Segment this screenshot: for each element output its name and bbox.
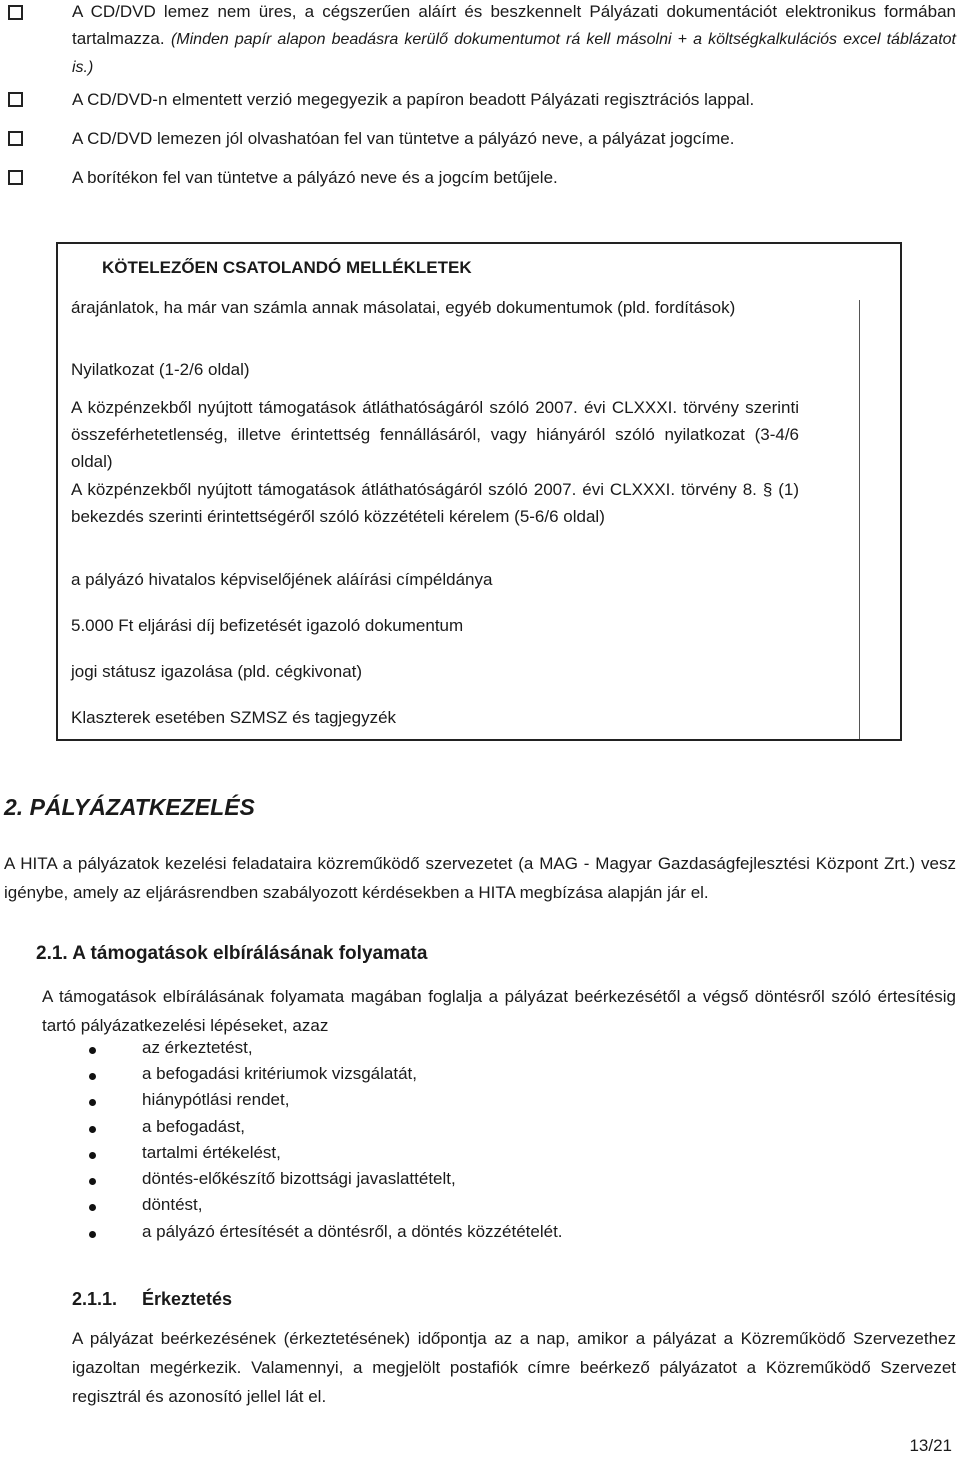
section-intro: A HITA a pályázatok kezelési feladataira közreműködő szervezetet (a MAG - Magyar Gazdaságfejlesztési Központ Zrt.) vesz igénybe, amely az eljárásrendben szabályozott kérdésekben a HITA megbízása alapján jár el.: [4, 854, 956, 902]
attachments-title: KÖTELEZŐEN CSATOLANDÓ MELLÉKLETEK: [102, 258, 472, 277]
list-item: hiánypótlási rendet,: [142, 1090, 290, 1109]
subsubsection-text: A pályázat beérkezésének (érkeztetésének) időpontja az a nap, amikor a pályázat a Közreműködő Szervezethez igazoltan megérkezik. Valamennyi, a megjelölt postafiók címre beérkező pályázatot a Közreműködő Szervezet regisztrál és azonosító jellel lát el.: [72, 1329, 956, 1406]
checkbox-icon: [8, 92, 23, 107]
attachment-item: A közpénzekből nyújtott támogatások átláthatóságáról szóló 2007. évi CLXXXI. törvény 8. § (1) bekezdés szerinti érintettségéről szóló közzétételi kérelem (5-6/6 oldal): [71, 480, 799, 526]
attachment-item: árajánlatok, ha már van számla annak másolatai, egyéb dokumentumok (pld. fordítások): [71, 298, 736, 317]
checklist-item: A CD/DVD-n elmentett verzió megegyezik a papíron beadott Pályázati regisztrációs lappal.: [72, 90, 755, 109]
bullet-icon: [89, 1047, 96, 1054]
list-item: döntés-előkészítő bizottsági javaslattételt,: [142, 1169, 456, 1188]
attachment-item: Nyilatkozat (1-2/6 oldal): [71, 360, 250, 379]
subsection-intro: A támogatások elbírálásának folyamata magában foglalja a pályázat beérkezésétől a végső döntésről szóló értesítésig tartó pályázatkezelési lépéseket, azaz: [42, 987, 956, 1035]
subsubsection-number: 2.1.1.: [72, 1289, 118, 1309]
subsection-heading: 2.1. A támogatások elbírálásának folyamata: [36, 943, 428, 964]
list-item: döntést,: [142, 1195, 203, 1214]
checkbox-icon: [8, 5, 23, 20]
bullet-icon: [89, 1126, 96, 1133]
page-number: 13/21: [909, 1436, 952, 1455]
section-heading: 2. PÁLYÁZATKEZELÉS: [4, 794, 255, 820]
subsubsection-title: Érkeztetés: [142, 1289, 233, 1309]
checklist-item: A CD/DVD lemezen jól olvashatóan fel van tüntetve a pályázó neve, a pályázat jogcíme.: [72, 129, 735, 148]
list-item: tartalmi értékelést,: [142, 1143, 281, 1162]
checkbox-icon: [8, 131, 23, 146]
bullet-icon: [89, 1204, 96, 1211]
checklist-item: A borítékon fel van tüntetve a pályázó neve és a jogcím betűjele.: [72, 168, 558, 187]
bullet-icon: [89, 1152, 96, 1159]
bullet-icon: [89, 1178, 96, 1185]
list-item: a pályázó értesítését a döntésről, a döntés közzétételét.: [142, 1222, 563, 1241]
checklist-item: A CD/DVD lemez nem üres, a cégszerűen aláírt és beszkennelt Pályázati dokumentációt elektronikus formában tartalmazza. (Minden papír alapon beadásra kerülő dokumentumot rá kell másolni + a költségkalkulációs excel táblázatot is.): [72, 2, 956, 76]
checkbox-icon: [8, 170, 23, 185]
column-divider: [859, 300, 860, 739]
bullet-icon: [89, 1099, 96, 1106]
bullet-icon: [89, 1231, 96, 1238]
attachment-item: Klaszterek esetében SZMSZ és tagjegyzék: [71, 708, 397, 727]
attachments-box: [56, 242, 902, 741]
attachment-item: 5.000 Ft eljárási díj befizetését igazoló dokumentum: [71, 616, 464, 635]
attachment-item: A közpénzekből nyújtott támogatások átláthatóságáról szóló 2007. évi CLXXXI. törvény szerinti összeférhetetlenség, illetve érintettség fennállásáról, vagy hiányáról szóló nyilatkozat (3-4/6 oldal): [71, 398, 799, 471]
list-item: az érkeztetést,: [142, 1038, 253, 1057]
attachment-item: a pályázó hivatalos képviselőjének aláírási címpéldánya: [71, 570, 493, 589]
attachment-item: jogi státusz igazolása (pld. cégkivonat): [71, 662, 363, 681]
list-item: a befogadást,: [142, 1117, 246, 1136]
bullet-icon: [89, 1073, 96, 1080]
list-item: a befogadási kritériumok vizsgálatát,: [142, 1064, 417, 1083]
